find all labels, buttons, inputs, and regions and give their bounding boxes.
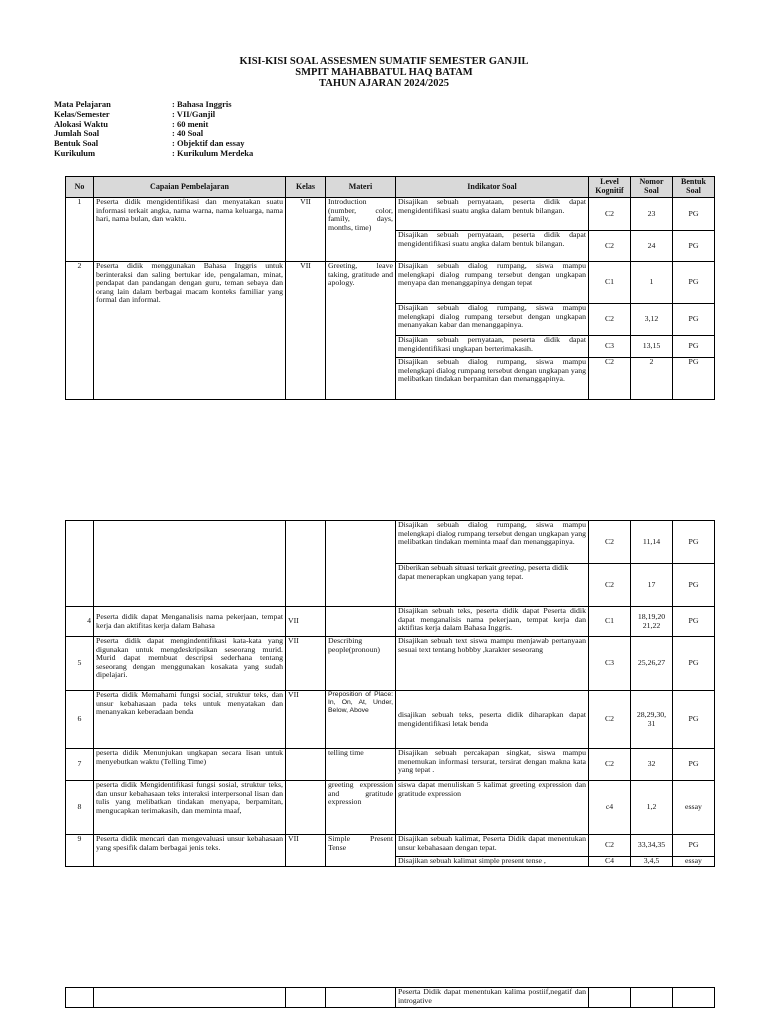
row-bentuk: PG bbox=[673, 749, 715, 781]
row-indikator bbox=[396, 564, 589, 607]
row-no: 4 bbox=[66, 607, 94, 637]
row-kelas: VII bbox=[286, 691, 326, 749]
row-indikator: Peserta Didik dapat menentukan kalima postiif,negatif dan introgative bbox=[396, 988, 589, 1008]
row-bentuk: PG bbox=[673, 691, 715, 749]
row-bentuk: PG bbox=[673, 198, 715, 231]
info-label: Alokasi Waktu bbox=[54, 118, 108, 129]
row-bentuk: PG bbox=[673, 521, 715, 564]
row-level: C2 bbox=[589, 749, 631, 781]
row-bentuk: PG bbox=[673, 336, 715, 358]
row-kelas: VII bbox=[286, 198, 326, 262]
row-indikator: Disajikan sebuah dialog rumpang, siswa mampu melengkapi dialog rumpang tersebut dengan ungkapan yang melibatkan tindakan berpamitan dan menanggapinya. bbox=[396, 358, 589, 400]
info-label: Bentuk Soal bbox=[54, 138, 99, 149]
row-nomor: 3,12 bbox=[631, 304, 673, 336]
row-bentuk: essay bbox=[673, 781, 715, 835]
row-capaian: Peserta didik menggunakan Bahasa Inggris untuk berinteraksi dan saling bertukar ide, pengalaman, minat, pendapat dan pandangan dengan guru, teman sebaya dan orang lain dalam berbagai macam konteks familiar yang formal dan informal. bbox=[94, 262, 286, 400]
row-level: c4 bbox=[589, 781, 631, 835]
info-value: : VII/Ganjil bbox=[172, 108, 216, 119]
doc-title-line3: TAHUN AJARAN 2024/2025 bbox=[319, 78, 449, 89]
row-nomor: 1 bbox=[631, 262, 673, 304]
row-indikator: Disajikan sebuah text siswa mampu menjawab pertanyaan sesuai text tentang hobbby ,karakter seseorang bbox=[396, 637, 589, 691]
row-nomor bbox=[631, 988, 673, 1008]
row-capaian bbox=[94, 988, 286, 1008]
doc-info-block bbox=[54, 100, 253, 159]
row-level: C4 bbox=[589, 857, 631, 867]
row-indikator: Disajikan sebuah pernyataan, peserta didik dapat mengidentifikasi suatu angka dalam bentuk bilangan. bbox=[396, 198, 589, 231]
row-no: 7 bbox=[66, 749, 94, 781]
col-header-materi: Materi bbox=[326, 177, 396, 198]
row-level: C1 bbox=[589, 262, 631, 304]
row-materi: Introduction (number, color, family, days, months, time) bbox=[326, 198, 396, 262]
row-materi bbox=[326, 988, 396, 1008]
row-level: C2 bbox=[589, 835, 631, 857]
row-nomor: 13,15 bbox=[631, 336, 673, 358]
col-header-no: No bbox=[66, 177, 94, 198]
row-capaian: Peserta didik dapat Menganalisis nama pekerjaan, tempat kerja dan aktifitas kerja dalam Bahasa bbox=[94, 607, 286, 637]
indikator-text-a: Diberikan sebuah situasi terkait bbox=[398, 563, 499, 572]
row-materi bbox=[326, 521, 396, 607]
row-kelas: VII bbox=[286, 637, 326, 691]
info-value: : Bahasa Inggris bbox=[172, 99, 232, 109]
row-level bbox=[589, 988, 631, 1008]
row-indikator: Disajikan sebuah kalimat simple present tense , bbox=[396, 857, 589, 867]
row-capaian: Peserta didik mencari dan mengevaluasi unsur kebahasaan yang spesifik dalam berbagai jenis teks. bbox=[94, 835, 286, 867]
row-bentuk: PG bbox=[673, 564, 715, 607]
kisi-table-page2 bbox=[65, 520, 715, 867]
info-value: : Kurikulum Merdeka bbox=[172, 147, 254, 158]
doc-title-line2: SMPIT MAHABBATUL HAQ BATAM bbox=[295, 67, 473, 78]
row-nomor: 25,26,27 bbox=[631, 637, 673, 691]
info-value: : 60 menit bbox=[172, 118, 209, 129]
row-level: C2 bbox=[589, 358, 631, 400]
row-materi: telling time bbox=[326, 749, 396, 781]
row-materi: Simple Present Tense bbox=[326, 835, 396, 867]
row-no bbox=[66, 521, 94, 607]
row-materi: Describing people(pronoun) bbox=[326, 637, 396, 691]
info-label: Kelas/Semester bbox=[54, 108, 110, 119]
row-nomor: 1,2 bbox=[631, 781, 673, 835]
kisi-table-page3 bbox=[65, 987, 715, 1008]
col-header-indikator: Indikator Soal bbox=[396, 177, 589, 198]
row-capaian bbox=[94, 521, 286, 607]
row-nomor: 28,29,30, 31 bbox=[631, 691, 673, 749]
col-header-capaian: Capaian Pembelajaran bbox=[94, 177, 286, 198]
row-materi: Greeting, leave taking, gratitude and apology. bbox=[326, 262, 396, 400]
row-kelas: VII bbox=[286, 607, 326, 637]
info-value: : Objektif dan essay bbox=[172, 138, 245, 149]
row-bentuk: essay bbox=[673, 857, 715, 867]
row-indikator: Disajikan sebuah pernyataan, peserta didik dapat mengidentifikasi ungkapan berterimakasih. bbox=[396, 336, 589, 358]
row-materi: Preposition of Place: In, On, At, Under, Below, Above bbox=[326, 691, 396, 749]
row-nomor: 18,19,20 21,22 bbox=[631, 607, 673, 637]
row-capaian: peserta didik Menunjukan ungkapan secara lisan untuk menyebutkan waktu (Telling Time) bbox=[94, 749, 286, 781]
row-bentuk: PG bbox=[673, 231, 715, 262]
row-level: C1 bbox=[589, 607, 631, 637]
row-kelas bbox=[286, 988, 326, 1008]
row-kelas: VII bbox=[286, 835, 326, 867]
row-indikator: disajikan sebuah teks, peserta didik diharapkan dapat mengidentifikasi letak benda bbox=[396, 691, 589, 749]
row-no: 8 bbox=[66, 781, 94, 835]
row-no: 5 bbox=[66, 637, 94, 691]
info-label: Kurikulum bbox=[54, 147, 96, 158]
row-nomor: 11,14 bbox=[631, 521, 673, 564]
col-header-bentuk: Bentuk Soal bbox=[673, 177, 715, 198]
row-level: C2 bbox=[589, 564, 631, 607]
row-kelas: VII bbox=[286, 262, 326, 400]
col-header-nomor: Nomor Soal bbox=[631, 177, 673, 198]
row-bentuk: PG bbox=[673, 637, 715, 691]
row-no bbox=[66, 988, 94, 1008]
row-kelas bbox=[286, 749, 326, 781]
row-capaian: Peserta didik Memahami fungsi social, struktur teks, dan unsur kebahasaan pada teks untuk menyatakan dan menanyakan keberadaan benda bbox=[94, 691, 286, 749]
row-capaian: Peserta didik mengidentifikasi dan menyatakan suatu informasi terkait angka, nama warna, nama keluarga, nama hari, nama bulan, dan waktu. bbox=[94, 198, 286, 262]
row-indikator: Disajikan sebuah pernyataan, peserta didik dapat mengidentifikasi suatu angka dalam bentuk bilangan. bbox=[396, 231, 589, 262]
row-capaian: Peserta didik dapat mengindentifikasi kata-kata yang digunakan untuk mengdeskripsikan seseorang murid. Murid dapat membuat descripsi sederhana tentang seseorang dengan menggunakan kosakata yang sudah dipelajari. bbox=[94, 637, 286, 691]
info-label: Jumlah Soal bbox=[54, 128, 100, 139]
row-level: C2 bbox=[589, 691, 631, 749]
row-indikator: Disajikan sebuah teks, peserta didik dapat Peserta didik dapat menganalisis nama pekerjaan, tempat kerja dan aktifitas kerja dalam Bahasa Inggris. bbox=[396, 607, 589, 637]
row-kelas bbox=[286, 781, 326, 835]
indikator-text-b: , peserta didik dapat menerapkan ungkapan yang tepat. bbox=[398, 563, 569, 581]
row-nomor: 17 bbox=[631, 564, 673, 607]
row-bentuk: PG bbox=[673, 304, 715, 336]
info-value: : 40 Soal bbox=[172, 128, 204, 139]
col-header-kelas: Kelas bbox=[286, 177, 326, 198]
row-bentuk: PG bbox=[673, 607, 715, 637]
row-nomor: 24 bbox=[631, 231, 673, 262]
row-materi bbox=[326, 607, 396, 637]
row-level: C2 bbox=[589, 231, 631, 262]
row-level: C2 bbox=[589, 521, 631, 564]
row-nomor: 3,4,5 bbox=[631, 857, 673, 867]
col-header-level: Level Kognitif bbox=[589, 177, 631, 198]
row-bentuk: PG bbox=[673, 358, 715, 400]
row-bentuk: PG bbox=[673, 835, 715, 857]
kisi-table-page1 bbox=[65, 176, 715, 400]
row-indikator: siswa dapat menuliskan 5 kalimat greeting expression dan gratitude expression bbox=[396, 781, 589, 835]
row-nomor: 23 bbox=[631, 198, 673, 231]
info-label: Mata Pelajaran bbox=[54, 99, 111, 109]
row-no: 2 bbox=[66, 262, 94, 400]
row-nomor: 32 bbox=[631, 749, 673, 781]
row-no: 1 bbox=[66, 198, 94, 262]
row-indikator: Disajikan sebuah dialog rumpang, siswa mampu melengkapi dialog rumpang tersebut dengan ungkapan menanyakan kabar dan menanggapinya. bbox=[396, 304, 589, 336]
row-level: C3 bbox=[589, 637, 631, 691]
row-nomor: 2 bbox=[631, 358, 673, 400]
row-level: C3 bbox=[589, 336, 631, 358]
row-indikator: Disajikan sebuah percakapan singkat, siswa mampu menemukan informasi tersurat, tersirat dengan makna kata yang tepat . bbox=[396, 749, 589, 781]
row-indikator: Disajikan sebuah dialog rumpang, siswa mampu melengkapi dialog rumpang tersebut dengan ungkapan yang melibatkan tindakan meminta maaf dan menanggapinya. bbox=[396, 521, 589, 564]
row-kelas bbox=[286, 521, 326, 607]
row-no: 9 bbox=[66, 835, 94, 867]
row-indikator: Disajikan sebuah kalimat, Peserta Didik dapat menentukan unsur kebahasaan dengan tepat. bbox=[396, 835, 589, 857]
row-level: C2 bbox=[589, 198, 631, 231]
doc-title-line1: KISI-KISI SOAL ASSESMEN SUMATIF SEMESTER GANJIL bbox=[239, 56, 529, 67]
row-bentuk: PG bbox=[673, 262, 715, 304]
info-row bbox=[54, 149, 253, 159]
row-bentuk bbox=[673, 988, 715, 1008]
row-capaian: peserta didik Mengidentifikasi fungsi sosial, struktur teks, dan unsur kebahasaan teks interaksi interpersonal lisan dan tulis yang melibatkan tindakan menyapa, berpamitan, mengucapkan terimakasih, dan meminta maaf, bbox=[94, 781, 286, 835]
row-no: 6 bbox=[66, 691, 94, 749]
row-level: C2 bbox=[589, 304, 631, 336]
row-materi: greeting expression and gratitude expression bbox=[326, 781, 396, 835]
row-indikator: Disajikan sebuah dialog rumpang, siswa mampu melengkapi dialog rumpang tersebut dengan ungkapan menyapa dan menanggapinya dengan tepat bbox=[396, 262, 589, 304]
row-nomor: 33,34,35 bbox=[631, 835, 673, 857]
indikator-text-em: greeting bbox=[498, 563, 525, 572]
